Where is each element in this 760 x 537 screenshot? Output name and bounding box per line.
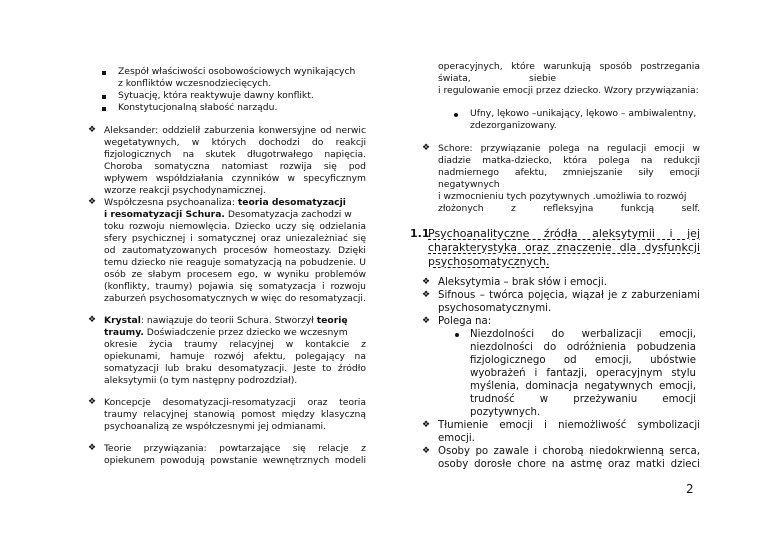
text-line: wpływem współdziałania czynników w specyficznym (104, 173, 366, 184)
text-line: wegetatywnych, w których dochodzi do reakcji (104, 137, 366, 148)
text-line: Tłumienie emocji i niemożliwość symbolizacji (438, 420, 700, 431)
text-line: Koncepcje desomatyzacji-resomatyzacji oraz teoria (104, 397, 366, 408)
text-line: myślenia, dominacja negatywnych emocji, (470, 381, 696, 392)
text-line: od zautomatyzowanych procesów homeostazy. Dzięki (104, 245, 366, 256)
section-heading: Psychoanalityczne źródła aleksytymii i jej (428, 227, 700, 240)
text-line: Sytuację, która reaktywuje dawny konflikt. (118, 90, 314, 101)
text-line: traumy relacyjnej stanowią pomost między klasyczną (104, 409, 366, 420)
text-line: psychoanalizą ze współczesnymi jej odmianami. (104, 421, 327, 432)
text-line: temu dziecko nie reaguje somatyzacją na pobudzenie. U (104, 257, 366, 268)
round-bullet-icon (454, 113, 458, 117)
text-line: Choroba somatyczna natomiast rozwija się pod (104, 161, 366, 172)
text-line: traumy. Doświadczenie przez dziecko we wczesnym (104, 327, 348, 338)
text-line: Ufny, lękowo –unikający, lękowo – ambiwalentny, (470, 108, 697, 119)
text-line: pozytywnych. (470, 407, 541, 418)
diamond-bullet-icon: ❖ (422, 290, 431, 300)
text-line: niezdolności do odróżnienia pobudzenia (470, 342, 696, 353)
text-line: trudność w przeżywaniu emocji (470, 394, 696, 405)
text-line: złożonych z refleksyjna funkcją self. (438, 203, 700, 214)
diamond-bullet-icon: ❖ (88, 197, 97, 207)
text-line: Osoby po zawale i chorobą niedokrwienną serca, (438, 446, 700, 457)
page-number: 2 (686, 482, 694, 496)
text-line: aleksytymii (o tym następny podrozdział). (104, 375, 298, 386)
diamond-bullet-icon: ❖ (88, 443, 97, 453)
text-line: osób ze słabym procesem ego, w wyniku problemów (104, 269, 366, 280)
text-line: operacyjnych, które warunkują sposób postrzegania (438, 61, 700, 72)
diamond-bullet-icon: ❖ (422, 446, 431, 456)
diamond-bullet-icon: ❖ (88, 397, 97, 407)
diamond-bullet-icon: ❖ (422, 420, 431, 430)
text-line: Sifnous – twórca pojęcia, wiązał je z zaburzeniami (438, 290, 700, 301)
diamond-bullet-icon: ❖ (422, 277, 431, 287)
text-line: Krystal: nawiązuje do teorii Schura. Stworzył teorię (104, 315, 348, 326)
text-line: Niezdolności do werbalizacji emocji, (470, 329, 696, 340)
text-line: Zespół właściwości osobowościowych wynikających (118, 66, 356, 77)
text-line: somatyzacji lub braku desomatyzacji. Jeste to źródło (104, 363, 366, 374)
text-line: negatywnych (438, 179, 500, 190)
text-line: osoby dorosłe chore na astmę oraz matki dzieci (438, 459, 700, 470)
diamond-bullet-icon: ❖ (422, 316, 431, 326)
diamond-bullet-icon: ❖ (88, 125, 97, 135)
section-number: 1.1 (410, 227, 430, 240)
text-line: fizjologicznych na skutek długotrwałego napięcia. (104, 149, 366, 160)
text-line: zaburzeń psychosomatycznych w więc do resomatyzacji. (104, 293, 366, 304)
text-line: Konstytucjonalną słabość narządu. (118, 102, 278, 113)
text-line: opiekunem powodują powstanie wewnętrznych modeli (104, 455, 366, 466)
section-heading: charakterystyka oraz znaczenie dla dysfunkcji (428, 241, 700, 254)
text-line: fizjologicznego od emocji, ubóstwie (470, 355, 696, 366)
text-line: nadmiernego afektu, zmniejszanie siły emocji (438, 167, 700, 178)
text-line: toku rozwoju niemowlęcia. Dziecko uczy się odzielania (104, 221, 366, 232)
text-line: (konflikty, traumy) pojawia się somatyzacja i rozwoju (104, 281, 366, 292)
text-line: Aleksytymia – brak słów i emocji. (438, 277, 607, 288)
square-bullet-icon (102, 107, 106, 111)
text-line: wzorze reakcji psychodynamicznej. (104, 185, 266, 196)
text-line: świata, siebie (438, 73, 557, 84)
text-line: Współczesna psychoanaliza: teoria desomatyzacji (104, 197, 346, 208)
text-line: opiekunami, hamuje rozwój afektu, polegający na (104, 351, 366, 362)
square-bullet-icon (102, 95, 106, 99)
text-line: Polega na: (438, 316, 492, 327)
text-line: psychosomatycznymi. (438, 303, 552, 314)
text-line: Schore: przywiązanie polega na regulacji emocji w (438, 143, 700, 154)
section-heading: psychosomatycznych. (428, 255, 550, 268)
text-line: i resomatyzacji Schura. Desomatyzacja zachodzi w (104, 209, 352, 220)
text-line: zdezorganizowany. (470, 120, 557, 131)
text-line: emocji. (438, 433, 475, 444)
square-bullet-icon (102, 71, 106, 75)
diamond-bullet-icon: ❖ (422, 143, 431, 153)
text-line: diadzie matka-dziecko, która polega na redukcji (438, 155, 700, 166)
diamond-bullet-icon: ❖ (88, 315, 97, 325)
text-line: i wzmocnieniu tych pozytywnych .umożliwia to rozwój (438, 191, 687, 202)
round-bullet-icon (455, 333, 459, 337)
text-line: okresie życia traumy relacyjnej w kontakcie z (104, 339, 366, 350)
text-line: z konfliktów wczesnodziecięcych. (118, 78, 272, 89)
text-line: Aleksander: oddzielił zaburzenia konwersyjne od nerwic (104, 125, 366, 136)
text-line: wyobrażeń i fantazji, operacyjnym stylu (470, 368, 696, 379)
text-line: i regulowanie emocji przez dziecko. Wzory przywiązania: (438, 85, 699, 96)
text-line: Teorie przywiązania: powtarzające się relacje z (104, 443, 366, 454)
text-line: sfery psychicznej i somatycznej oraz uniezależniać się (104, 233, 366, 244)
